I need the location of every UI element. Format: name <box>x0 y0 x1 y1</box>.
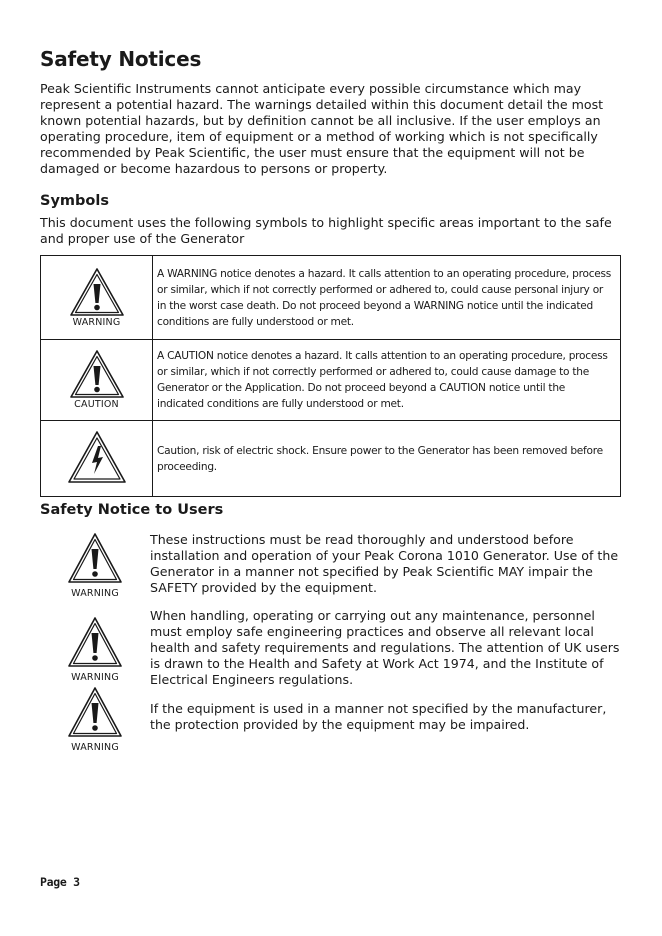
symbols-table <box>40 255 621 497</box>
page-title: Safety Notices <box>40 47 202 71</box>
symbol-row-electric-shock <box>41 421 621 497</box>
caution-icon <box>69 349 125 399</box>
warning-icon <box>69 267 125 317</box>
notice-1-label: WARNING <box>71 588 119 599</box>
warning-description: A WARNING notice denotes a hazard. It calls attention to an operating procedure, process or similar, which if not correctly performed or adhered to, could cause personal injury or in the worst case death. Do not proceed beyond a WARNING notice until the indicated conditions are fully understood or met. <box>153 256 621 340</box>
caution-label: CAUTION <box>74 399 119 410</box>
caution-description: A CAUTION notice denotes a hazard. It calls attention to an operating procedure, process or similar, which if not correctly performed or adhered to, could cause damage to the Generator or the Application. Do not proceed beyond a CAUTION notice until the indicated conditions are fully understood or met. <box>153 340 621 421</box>
symbols-heading: Symbols <box>40 193 109 209</box>
warning-icon <box>67 686 123 738</box>
symbols-intro: This document uses the following symbols to highlight specific areas important to the safe and proper use of the Generator <box>40 215 612 246</box>
warning-icon <box>67 532 123 584</box>
notice-2-text: When handling, operating or carrying out any maintenance, personnel must employ safe engineering practices and observe all relevant local health and safety requirements and regulations. The attention of UK users is drawn to the Health and Safety at Work Act 1974, and the Institute of Electrical Engineers regulations. <box>150 608 620 687</box>
warning-label: WARNING <box>72 316 121 328</box>
notice-3-label: WARNING <box>71 742 119 753</box>
electric-shock-description: Caution, risk of electric shock. Ensure power to the Generator has been removed before proceeding. <box>153 421 621 497</box>
symbol-row-caution <box>41 340 621 421</box>
page-number: Page 3 <box>40 875 80 889</box>
users-heading: Safety Notice to Users <box>40 502 224 518</box>
notice-1-text: These instructions must be read thoroughly and understood before installation and operation of your Peak Corona 1010 Generator. Use of the Generator in a manner not specified by Peak Scientific MAY impair the SAFETY provided by the equipment. <box>150 532 619 595</box>
notice-1-icon-group <box>67 532 123 599</box>
symbol-row-warning <box>41 256 621 340</box>
warning-icon <box>67 616 123 668</box>
notice-2-icon-group <box>67 616 123 683</box>
electric-shock-icon <box>67 430 127 484</box>
notice-2-label: WARNING <box>71 672 119 683</box>
notice-3-text: If the equipment is used in a manner not specified by the manufacturer, the protection provided by the equipment may be impaired. <box>150 701 607 732</box>
intro-paragraph: Peak Scientific Instruments cannot anticipate every possible circumstance which may represent a potential hazard. The warnings detailed within this document detail the most known potential hazards, but by definition cannot be all inclusive. If the user employs an operating procedure, item of equipment or a method of working which is not specifically recommended by Peak Scientific, the user must ensure that the equipment will not be damaged or become hazardous to persons or property. <box>40 81 604 176</box>
notice-3-icon-group <box>67 686 123 753</box>
